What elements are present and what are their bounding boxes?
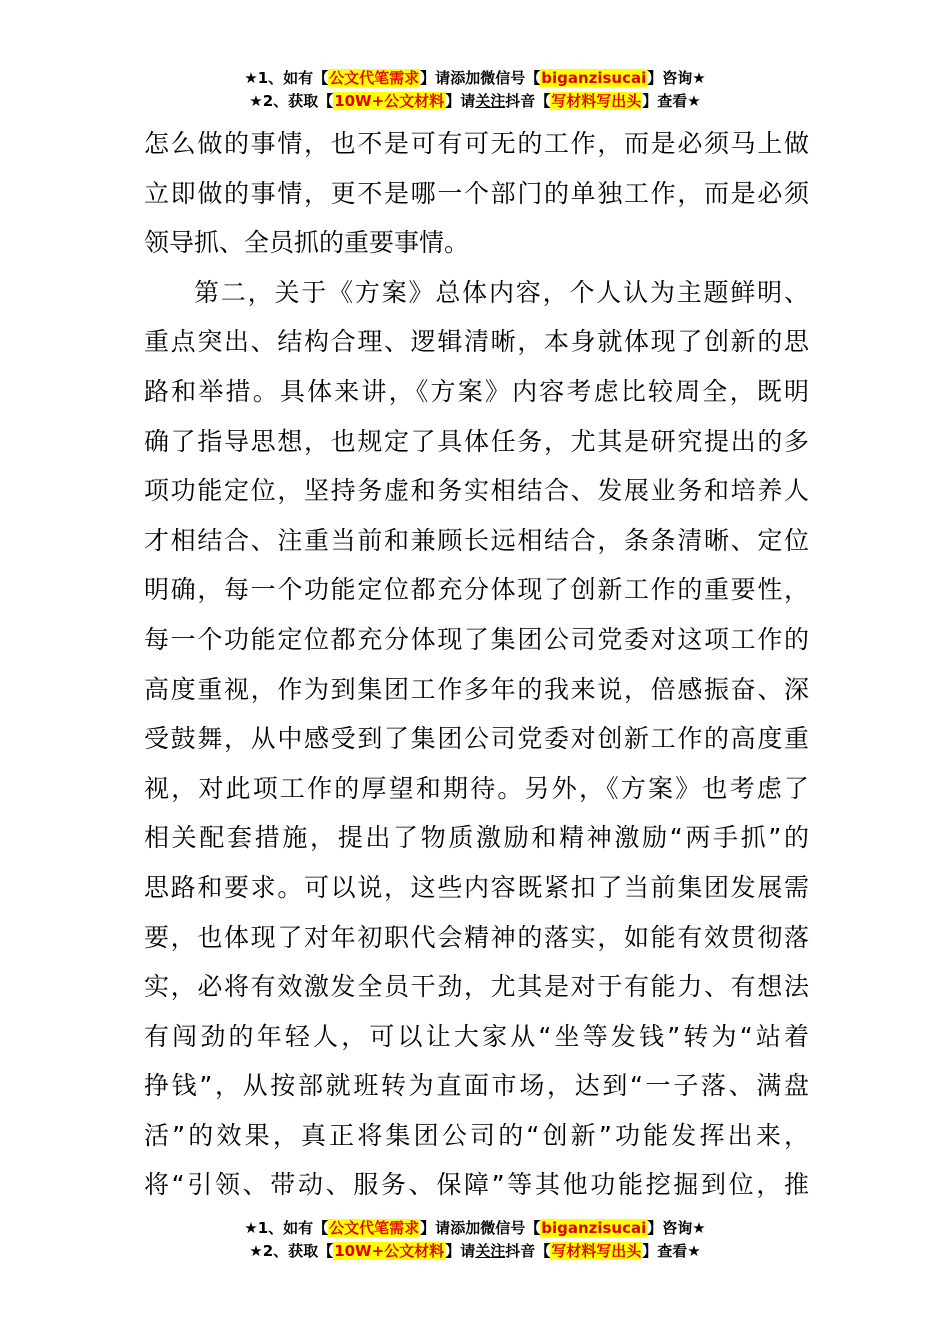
header-banner — [0, 67, 950, 113]
text-line: 有闯劲的年轻人，可以让大家从“坐等发钱”转为“站着 — [144, 1021, 809, 1051]
text-line: 重点突出、结构合理、逻辑清晰，本身就体现了创新的思 — [144, 327, 809, 357]
text-line: 要，也体现了对年初职代会精神的落实，如能有效贯彻落 — [144, 922, 809, 952]
text-line: 路和举措。具体来讲，《方案》内容考虑比较周全，既明 — [144, 376, 809, 406]
text-line: 才相结合、注重当前和兼顾长远相结合，条条清晰、定位 — [144, 525, 809, 555]
text-line: 高度重视，作为到集团工作多年的我来说，倍感振奋、深 — [144, 674, 809, 704]
highlight-text: 写材料写出头 — [551, 1242, 642, 1260]
highlight-text: 10W+公文材料 — [334, 92, 445, 110]
text-line: 实，必将有效激发全员干劲，尤其是对于有能力、有想法 — [144, 972, 809, 1002]
text-line: 相关配套措施，提出了物质激励和精神激励“两手抓”的 — [144, 823, 809, 853]
text-line: 明确，每一个功能定位都充分体现了创新工作的重要性， — [144, 575, 809, 605]
highlight-text: biganzisucai — [541, 69, 647, 87]
banner-line-2: ★2、获取【10W+公文材料】请关注抖音【写材料写出头】查看★ — [249, 92, 701, 110]
paragraph-start-line: 第二，关于《方案》总体内容，个人认为主题鲜明、 — [194, 277, 809, 307]
text-line: 每一个功能定位都充分体现了集团公司党委对这项工作的 — [144, 624, 809, 654]
highlight-text: biganzisucai — [541, 1219, 647, 1237]
text-line: 活”的效果，真正将集团公司的“创新”功能发挥出来， — [144, 1120, 809, 1150]
text-line: 视，对此项工作的厚望和期待。另外，《方案》也考虑了 — [144, 773, 809, 803]
highlight-text: 公文代笔需求 — [329, 1219, 420, 1237]
highlight-text: 写材料写出头 — [551, 92, 642, 110]
text-line: 确了指导思想，也规定了具体任务，尤其是研究提出的多 — [144, 426, 809, 456]
text-line: 思路和要求。可以说，这些内容既紧扣了当前集团发展需 — [144, 872, 809, 902]
document-body — [144, 119, 809, 1210]
text-line: 领导抓、全员抓的重要事情。 — [144, 228, 470, 258]
text-line: 立即做的事情，更不是哪一个部门的单独工作，而是必须 — [144, 178, 809, 208]
text-line: 怎么做的事情，也不是可有可无的工作，而是必须马上做 — [144, 129, 809, 158]
banner-line-1: ★1、如有【公文代笔需求】请添加微信号【biganzisucai】咨询★ — [244, 1219, 706, 1237]
highlight-text: 10W+公文材料 — [334, 1242, 445, 1260]
highlight-text: 公文代笔需求 — [329, 69, 420, 87]
text-line: 项功能定位，坚持务虚和务实相结合、发展业务和培养人 — [144, 476, 809, 506]
text-line: 受鼓舞，从中感受到了集团公司党委对创新工作的高度重 — [144, 724, 809, 754]
banner-line-1: ★1、如有【公文代笔需求】请添加微信号【biganzisucai】咨询★ — [244, 69, 706, 87]
footer-banner — [0, 1217, 950, 1263]
text-line: 挣钱”，从按部就班转为直面市场，达到“一子落、满盘 — [144, 1071, 809, 1101]
text-line: 将“引领、带动、服务、保障”等其他功能挖掘到位，推 — [144, 1170, 809, 1200]
banner-line-2: ★2、获取【10W+公文材料】请关注抖音【写材料写出头】查看★ — [249, 1242, 701, 1260]
